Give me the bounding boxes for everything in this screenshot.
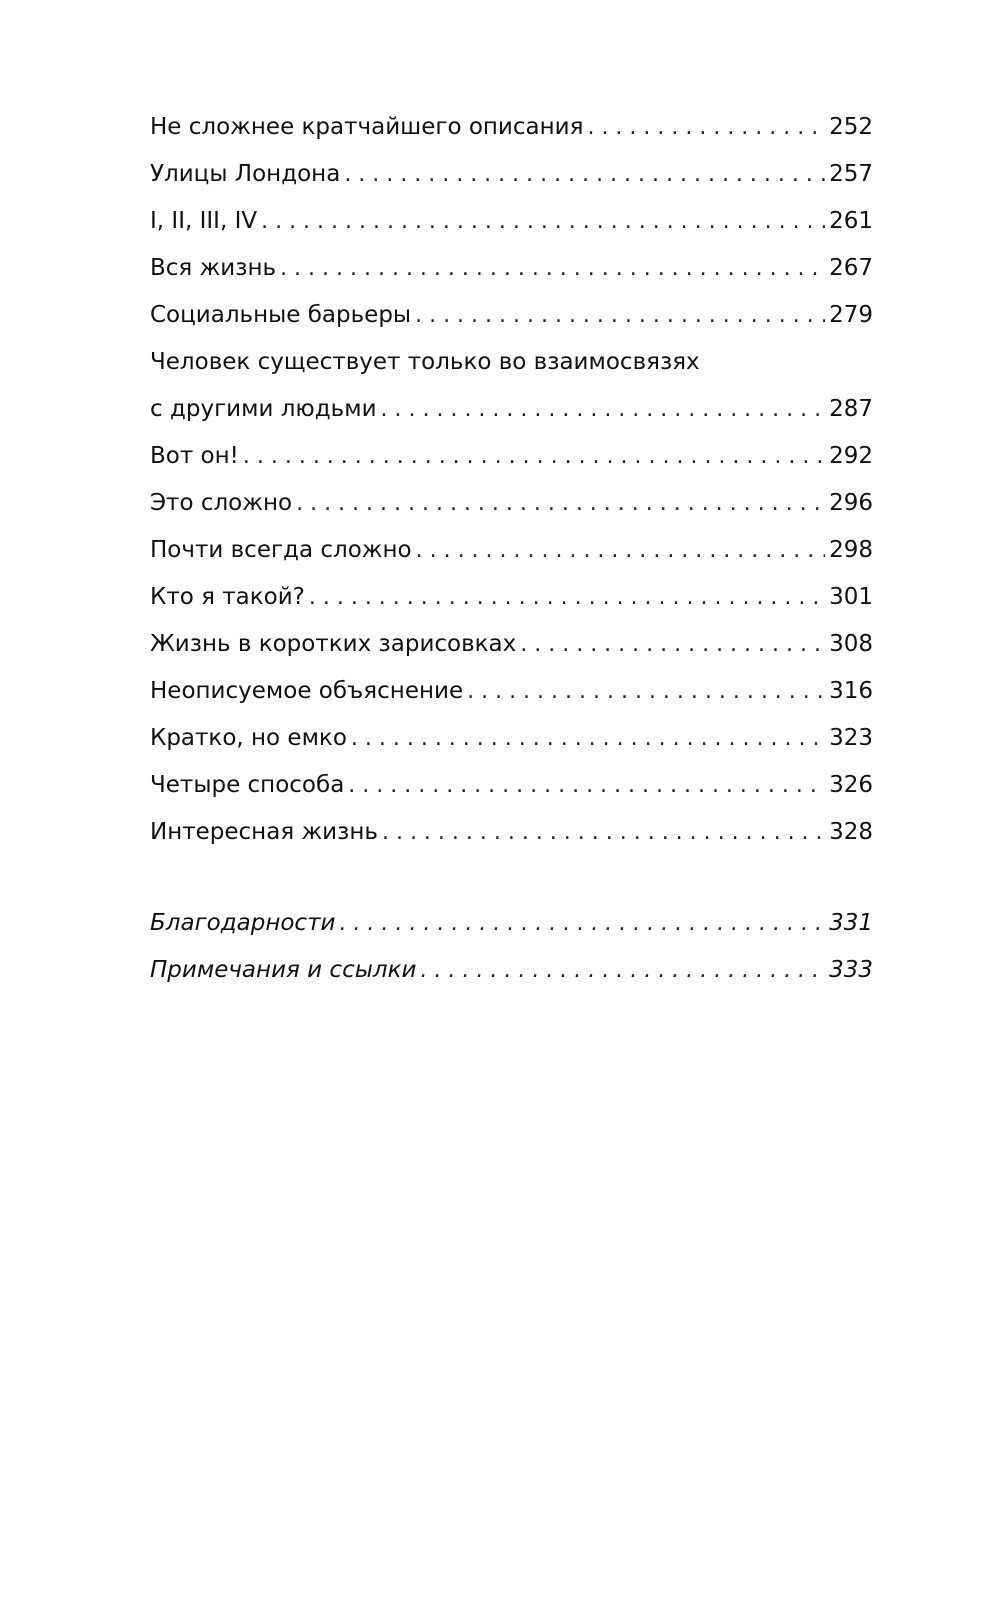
toc-entry-title: Вся жизнь (150, 255, 277, 281)
section-spacer (150, 856, 873, 900)
dot-leader (348, 762, 825, 809)
toc-entry-title: с другими людьми (150, 396, 377, 422)
toc-entry-title: Примечания и ссылки (150, 957, 417, 983)
toc-entry-page: 267 (829, 255, 873, 281)
toc-entry (150, 527, 873, 574)
dot-leader (381, 386, 826, 433)
toc-entry (150, 433, 873, 480)
toc-entry-page: 296 (829, 490, 873, 516)
toc-entry-title: Не сложнее кратчайшего описания (150, 114, 584, 140)
toc-entry-title: Четыре способа (150, 772, 345, 798)
toc-entry (150, 621, 873, 668)
toc-entry-title: Человек существует только во взаимосвязях (150, 349, 700, 375)
toc-entry-continued (150, 339, 873, 386)
toc-entry-page: 316 (829, 678, 873, 704)
toc-entry-title: Кратко, но емко (150, 725, 347, 751)
toc-entry-title: Вот он! (150, 443, 239, 469)
dot-leader (344, 151, 825, 198)
toc-entry (150, 386, 873, 433)
toc-back-matter-entry (150, 900, 873, 947)
toc-entry-page: 257 (829, 161, 873, 187)
toc-entry-title: Кто я такой? (150, 584, 305, 610)
dot-leader (587, 104, 825, 151)
toc-entry-page: 279 (829, 302, 873, 328)
toc-entry-page: 308 (829, 631, 873, 657)
dot-leader (351, 715, 825, 762)
dot-leader (415, 292, 825, 339)
toc-entry-page: 326 (829, 772, 873, 798)
toc-entry-title: Почти всегда сложно (150, 537, 412, 563)
dot-leader (309, 574, 825, 621)
toc-back-matter-entry (150, 947, 873, 994)
toc-entry (150, 715, 873, 762)
toc-entry-page: 292 (829, 443, 873, 469)
toc-entry (150, 668, 873, 715)
toc-entry-page: 323 (829, 725, 873, 751)
toc-entry (150, 480, 873, 527)
dot-leader (280, 245, 825, 292)
toc-entry-page: 298 (829, 537, 873, 563)
dot-leader (261, 198, 825, 245)
toc-entry (150, 574, 873, 621)
toc-entry-page: 287 (829, 396, 873, 422)
toc-entry (150, 198, 873, 245)
dot-leader (420, 947, 825, 994)
toc-entry-page: 328 (829, 819, 873, 845)
toc-entry-title: Это сложно (150, 490, 293, 516)
table-of-contents (150, 104, 873, 994)
toc-entry-page: 252 (829, 114, 873, 140)
toc-entry-page: 331 (829, 910, 873, 936)
dot-leader (520, 621, 825, 668)
toc-entry-page: 333 (829, 957, 873, 983)
dot-leader (382, 809, 825, 856)
toc-entry-title: Благодарности (150, 910, 336, 936)
dot-leader (416, 527, 825, 574)
toc-entry (150, 151, 873, 198)
toc-entry (150, 762, 873, 809)
toc-entry-page: 301 (829, 584, 873, 610)
toc-entry (150, 809, 873, 856)
toc-entry (150, 245, 873, 292)
toc-entry-title: Социальные барьеры (150, 302, 412, 328)
toc-entry-page: 261 (829, 208, 873, 234)
dot-leader (243, 433, 825, 480)
toc-entry-title: Улицы Лондона (150, 161, 341, 187)
toc-entry-title: Интересная жизнь (150, 819, 378, 845)
toc-entry-title: Неописуемое объяснение (150, 678, 464, 704)
dot-leader (296, 480, 825, 527)
toc-entry (150, 292, 873, 339)
toc-entry-title: I, II, III, IV (150, 208, 258, 234)
dot-leader (339, 900, 825, 947)
dot-leader (467, 668, 825, 715)
toc-entry-title: Жизнь в коротких зарисовках (150, 631, 517, 657)
toc-entry (150, 104, 873, 151)
